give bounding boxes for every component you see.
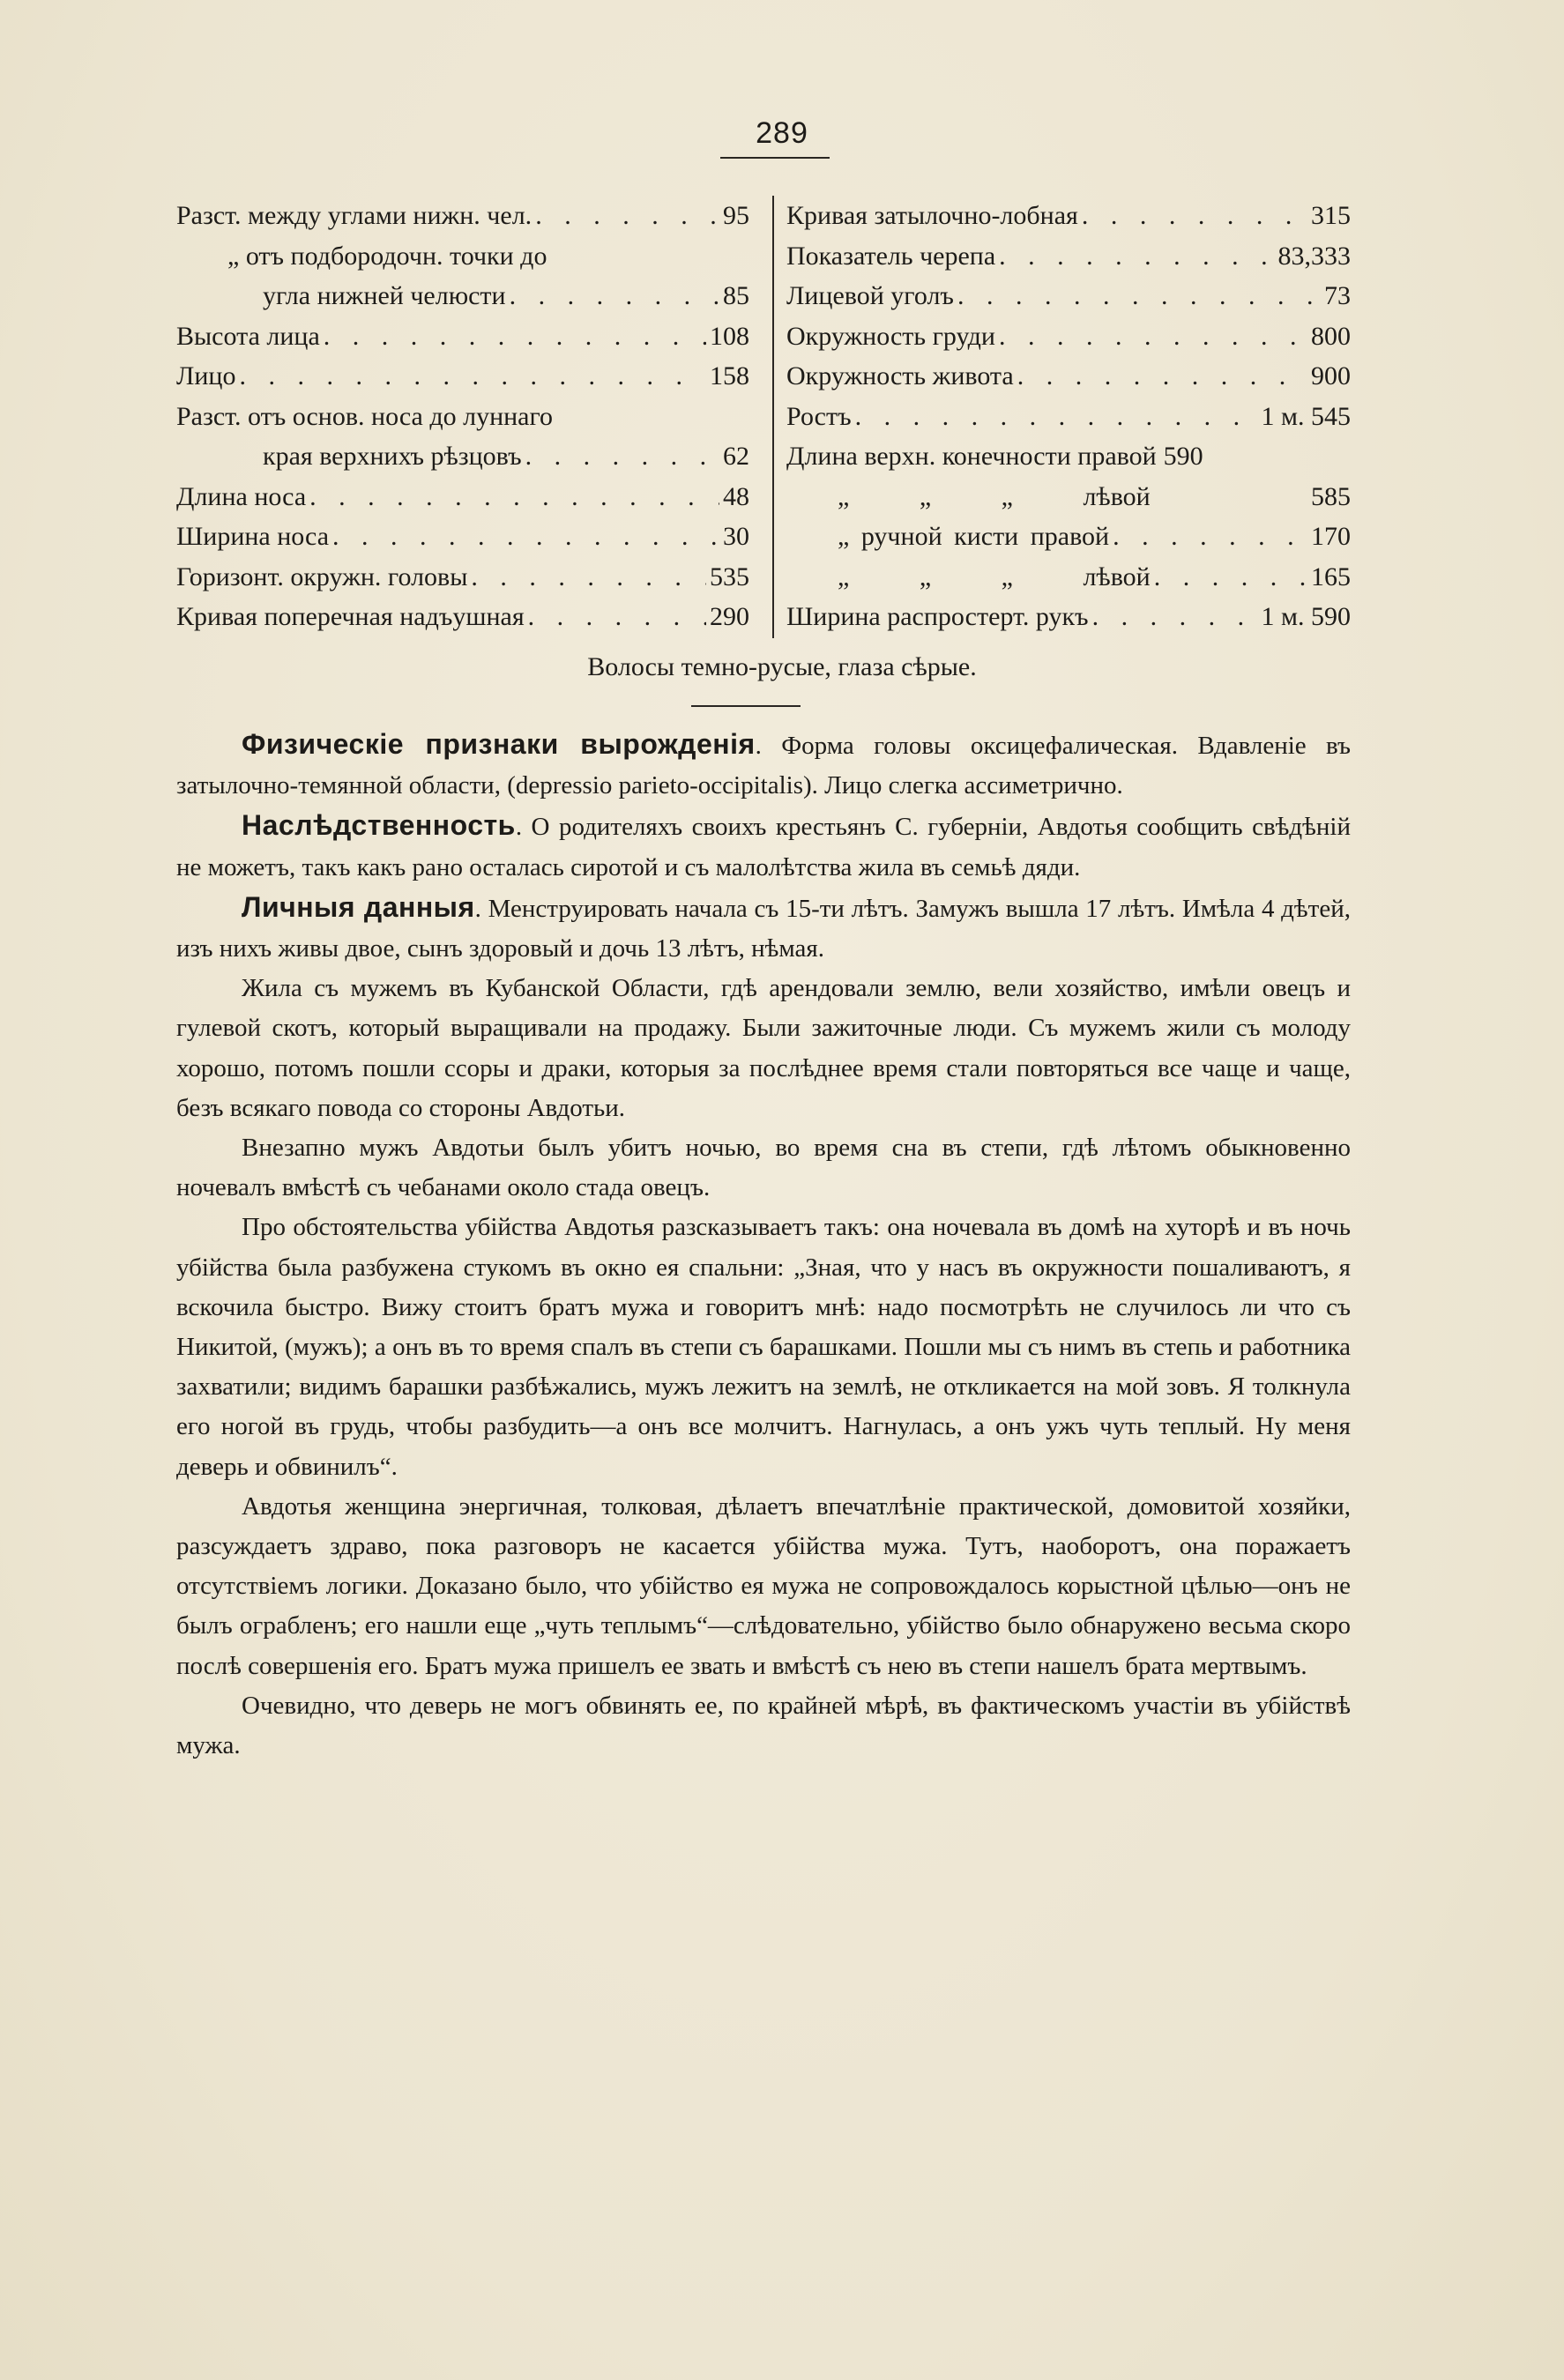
measure-row (786, 276, 1351, 316)
measure-row (786, 196, 1351, 236)
heading-heredity: Наслѣдственность (242, 809, 516, 842)
measure-row (176, 597, 749, 637)
measure-value: 590 (1163, 442, 1203, 471)
leader-dots (535, 196, 719, 236)
leader-dots (1113, 517, 1307, 557)
measure-label: края верхнихъ рѣзцовъ (263, 442, 522, 471)
heading-physical: Физическіе признаки вырожденія (242, 728, 756, 760)
anthropometric-table (176, 196, 1349, 654)
measure-row (176, 557, 749, 598)
measure-label: Ростъ (786, 401, 852, 431)
measurements-right-column (786, 196, 1351, 637)
measure-value: 585 (1311, 481, 1351, 511)
leader-dots (999, 236, 1274, 277)
measure-value: 95 (723, 201, 749, 230)
leader-dots (309, 477, 719, 517)
measure-row (176, 517, 749, 557)
measure-value: 83,333 (1277, 241, 1351, 271)
leader-dots (510, 276, 719, 316)
measure-row (786, 597, 1351, 637)
paragraph-personal (176, 888, 1351, 969)
hair-eyes-note: Волосы темно-русые, глаза сѣрые. (587, 652, 977, 681)
measure-row (176, 356, 749, 397)
measure-row (786, 436, 1351, 477)
measure-label: Горизонт. окружн. головы (176, 562, 468, 591)
measure-label: Показатель черепа (786, 241, 996, 271)
leader-dots (999, 316, 1307, 357)
text-physical: . Форма головы оксицефалическая. Вдавленіе въ затылочно-темянной области, (depressio parieto-occipitalis). Лицо слегка ассиметрично. (176, 732, 1352, 800)
measure-row (786, 557, 1351, 598)
paragraph: Про обстоятельства убійства Авдотья разсказываетъ такъ: она ночевала въ домѣ на хуторѣ и въ ночь убійства была разбужена стукомъ въ окно ея спальни: „Зная, что у насъ въ окружности пошаливаютъ, я вскочила быстро. Вижу стоитъ братъ мужа и говоритъ мнѣ: надо посмотрѣть не случилось ли что съ Никитой, (мужъ); а онъ въ то время спалъ въ степи съ барашками. Пошли мы съ нимъ въ степь и работника захватили; видимъ барашки разбѣжались, мужъ лежитъ на землѣ, не откликается на мой зовъ. Я толкнула его ногой въ грудь, чтобы разбудить—а онъ все молчитъ. Нагнулась, а онъ ужъ чуть теплый. Ну меня деверь и обвинилъ“. (176, 1213, 1351, 1481)
measure-value: 1 м. 590 (1261, 602, 1351, 631)
measure-value: 535 (710, 562, 749, 591)
measure-label: Лицо (176, 361, 236, 390)
measure-value: 108 (710, 321, 749, 351)
measure-value: 170 (1311, 522, 1351, 551)
measure-row (176, 436, 749, 477)
measure-value: 800 (1311, 321, 1351, 351)
measure-row (786, 517, 1351, 557)
paragraph: Авдотья женщина энергичная, толковая, дѣлаетъ впечатлѣніе практической, домовитой хозяйки, разсуждаетъ здраво, пока разговоръ не касается убійства мужа. Тутъ, наоборотъ, она поражаетъ отсутствіемъ логики. Доказано было, что убійство ея мужа не сопровождалось корыстной цѣлью—онъ не былъ ограбленъ; его нашли еще „чуть теплымъ“—слѣдовательно, убійство было обнаружено весьма скоро послѣ совершенія его. Братъ мужа пришелъ ее звать и вмѣстѣ съ нею въ степи нашелъ брата мертвымъ. (176, 1491, 1351, 1680)
measure-row (176, 276, 749, 316)
leader-dots (525, 436, 719, 477)
text-heredity: . О родителяхъ своихъ крестьянъ С. губерніи, Авдотья сообщить свѣдѣній не можетъ, такъ какъ рано осталась сиротой и съ малолѣтства жила въ семьѣ дяди. (176, 813, 1351, 881)
measure-value: 30 (723, 522, 749, 551)
measure-value: 73 (1324, 281, 1351, 310)
measure-value: 85 (723, 281, 749, 310)
column-divider (772, 196, 774, 638)
measure-label: „ ручной кисти правой (838, 522, 1110, 551)
leader-dots (1154, 557, 1307, 598)
measure-value: 290 (710, 602, 749, 631)
measurements-left-column (176, 196, 749, 637)
measure-row (786, 477, 1351, 517)
leader-dots (1017, 356, 1307, 397)
measure-value: 158 (710, 361, 749, 390)
measure-row (176, 316, 749, 357)
measure-label: Кривая поперечная надъушная (176, 602, 525, 631)
measure-value: 1 м. 545 (1261, 401, 1351, 431)
leader-dots (239, 356, 706, 397)
measure-row (176, 477, 749, 517)
paragraph-heredity (176, 806, 1351, 887)
measure-label: „ „ „ лѣвой (838, 481, 1151, 511)
paragraph: Жила съ мужемъ въ Кубанской Области, гдѣ арендовали землю, вели хозяйство, имѣли овецъ и гулевой скотъ, который выращивали на продажу. Были зажиточные люди. Съ мужемъ жили съ молоду хорошо, потомъ пошли ссоры и драки, которыя за послѣднее время стали повторяться все чаще и чаще, безъ всякаго повода со стороны Авдотьи. (176, 974, 1351, 1122)
measure-label: Разст. между углами нижн. чел. (176, 201, 533, 230)
paragraph-physical (176, 725, 1351, 806)
measure-label: Длина носа (176, 481, 307, 511)
page-number: 289 (756, 116, 808, 150)
measure-label: Окружность живота (786, 361, 1014, 390)
leader-dots (1092, 597, 1258, 637)
measure-row (786, 236, 1351, 277)
measure-label: Разст. отъ основ. носа до луннаго (176, 401, 554, 431)
measure-label: „ „ „ лѣвой (838, 562, 1151, 591)
case-description (176, 725, 1351, 1766)
leader-dots (471, 557, 706, 598)
measure-row (176, 196, 749, 236)
measure-row (786, 397, 1351, 437)
measure-label: Ширина носа (176, 522, 330, 551)
measure-row (176, 236, 749, 277)
paragraph: Очевидно, что деверь не могъ обвинять ее, по крайней мѣрѣ, въ фактическомъ участіи въ убійствѣ мужа. (176, 1691, 1351, 1760)
measure-value: 48 (723, 481, 749, 511)
measure-value: 62 (723, 442, 749, 471)
leader-dots (528, 597, 706, 637)
measure-value: 315 (1311, 201, 1351, 230)
measure-row (176, 397, 749, 437)
measure-label: Длина верхн. конечности правой (786, 442, 1157, 471)
leader-dots (1082, 196, 1307, 236)
section-rule (691, 705, 801, 707)
measure-value: 165 (1311, 562, 1351, 591)
leader-dots (332, 517, 719, 557)
measure-value: 900 (1311, 361, 1351, 390)
measure-label: угла нижней челюсти (263, 281, 506, 310)
leader-dots (855, 397, 1258, 437)
measure-row (786, 316, 1351, 357)
heading-personal: Личныя данныя (242, 890, 475, 923)
measure-label: „ отъ подбородочн. точки до (227, 241, 547, 271)
measure-label: Лицевой уголъ (786, 281, 954, 310)
measure-label: Ширина распростерт. рукъ (786, 602, 1089, 631)
measure-label: Окружность груди (786, 321, 995, 351)
leader-dots (957, 276, 1321, 316)
measure-label: Кривая затылочно-лобная (786, 201, 1078, 230)
leader-dots (324, 316, 706, 357)
page-number-rule (720, 157, 830, 159)
text-personal: . Менструировать начала съ 15-ти лѣтъ. Замужъ вышла 17 лѣтъ. Имѣла 4 дѣтей, изъ нихъ живы двое, сынъ здоровый и дочь 13 лѣтъ, нѣмая. (176, 894, 1351, 963)
measure-label: Высота лица (176, 321, 320, 351)
measure-row (786, 356, 1351, 397)
paragraph: Внезапно мужъ Авдотьи былъ убитъ ночью, во время сна въ степи, гдѣ лѣтомъ обыкновенно ночевалъ вмѣстѣ съ чебанами около стада овецъ. (176, 1134, 1351, 1202)
